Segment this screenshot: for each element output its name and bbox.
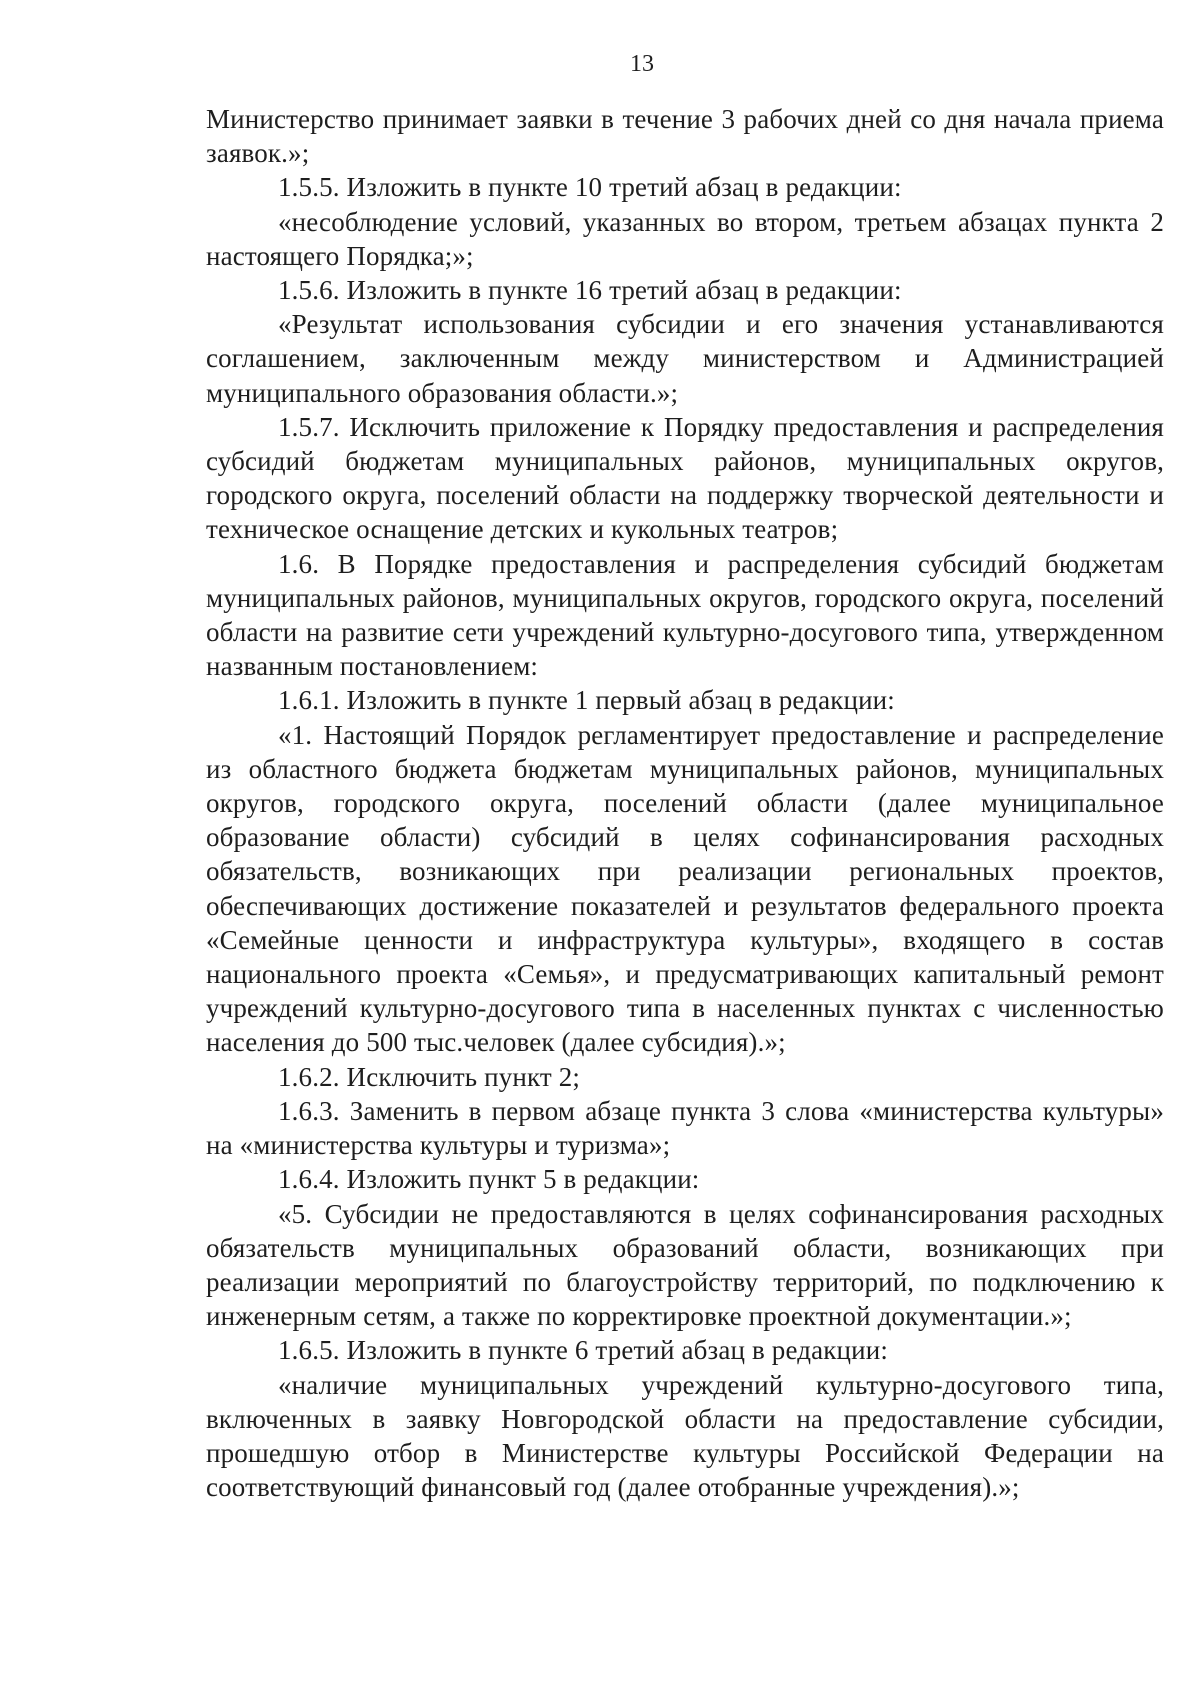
paragraph-1-6-3: 1.6.3. Заменить в первом абзаце пункта 3 слова «министерства культуры» на «министерства культуры и туризма»; (206, 1095, 1164, 1161)
paragraph-quote-1-5-5: «несоблюдение условий, указанных во втором, третьем абзацах пункта 2 настоящего Порядка;»; (206, 206, 1164, 271)
paragraph-1-5-6: 1.5.6. Изложить в пункте 16 третий абзац в редакции: (278, 275, 902, 306)
paragraph-quote-1-6-1: «1. Настоящий Порядок регламентирует предоставление и распределение из областного бюджета бюджетам муниципальных районов, муниципальных округов, городского округа, поселений области (далее муниципальное образование области) субсидий в целях софинансирования расходных обязательств, возникающих при реализации региональных проектов, обеспечивающих достижение показателей и результатов федерального проекта «Семейные ценности и инфраструктура культуры», входящего в состав национального проекта «Семья», и предусматривающих капитальный ремонт учреждений культурно-досугового типа в населенных пунктах с численностью населения до 500 тыс.человек (далее субсидия).»; (206, 719, 1164, 1058)
paragraph-1-6-2: 1.6.2. Исключить пункт 2; (278, 1061, 581, 1092)
paragraph-quote-1-6-4: «5. Субсидии не предоставляются в целях софинансирования расходных обязательств муниципальных образований области, возникающих при реализации мероприятий по благоустройству территорий, по подключению к инженерным сетям, а также по корректировке проектной документации.»; (206, 1198, 1164, 1332)
page-number: 13 (630, 51, 654, 77)
paragraph-1-5-5: 1.5.5. Изложить в пункте 10 третий абзац в редакции: (278, 172, 902, 203)
paragraph-1-5-7: 1.5.7. Исключить приложение к Порядку предоставления и распределения субсидий бюджетам муниципальных районов, муниципальных округов, городского округа, поселений области на поддержку творческой деятельности и техническое оснащение детских и кукольных театров; (206, 411, 1164, 545)
paragraph-quote-1-5-6: «Результат использования субсидии и его значения устанавливаются соглашением, заключенным между министерством и Администрацией муниципального образования области.»; (206, 309, 1164, 408)
paragraph-1-6-5: 1.6.5. Изложить в пункте 6 третий абзац в редакции: (278, 1335, 888, 1366)
paragraph-continuation: Министерство принимает заявки в течение 3 рабочих дней со дня начала приема заявок.»; (206, 104, 1164, 169)
paragraph-quote-1-6-5: «наличие муниципальных учреждений культурно-досугового типа, включенных в заявку Новгородской области на предоставление субсидии, прошедшую отбор в Министерстве культуры Российской Федерации на соответствующий финансовый год (далее отобранные учреждения).»; (206, 1369, 1164, 1503)
document-body (206, 102, 1164, 1504)
paragraph-1-6-1: 1.6.1. Изложить в пункте 1 первый абзац в редакции: (278, 685, 895, 716)
paragraph-1-6-4: 1.6.4. Изложить пункт 5 в редакции: (278, 1164, 700, 1195)
paragraph-1-6: 1.6. В Порядке предоставления и распределения субсидий бюджетам муниципальных районов, муниципальных округов, городского округа, поселений области на развитие сети учреждений культурно-досугового типа, утвержденном названным постановлением: (206, 548, 1164, 682)
